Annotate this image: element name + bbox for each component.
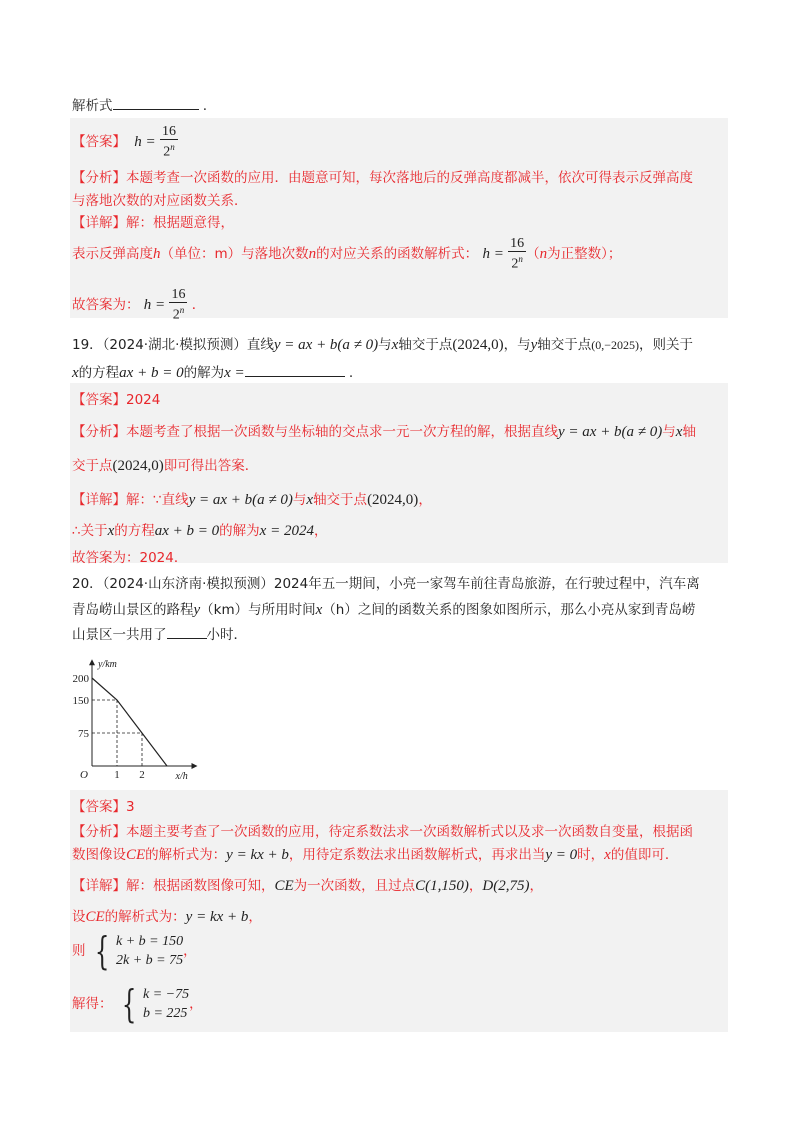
q18-tail-text: 解析式 [72, 98, 113, 114]
q18-detail-2: 表示反弹高度h（单位：m）与落地次数n的对应关系的函数解析式： h = $\frac{16}{2^n}$ （n为正整数）； [72, 236, 622, 272]
q20-stem-1: 20．（2024·山东济南·模拟预测）2024年五一期间，小亮一家驾车前往青岛旅游，在行驶过程中，汽车离 [72, 576, 700, 592]
origin-label: O [80, 769, 88, 781]
q18-answer: 【答案】 h = $\frac{16}{2^n}$ [72, 124, 176, 160]
q20-analysis-2: 数图像设CE的解析式为：y = kx + b，用待定系数法求出函数解析式，再求出当y = 0时，x的值即可． [72, 847, 679, 863]
x-axis-label: x/h [175, 771, 188, 782]
y-axis-arrow [89, 659, 95, 665]
distance-series-line [92, 678, 167, 766]
q20-answer: 【答案】3 [72, 799, 135, 815]
q19-detail-1: 【详解】解：∵直线y = ax + b(a ≠ 0)与x轴交于点(2024,0)， [72, 492, 432, 508]
y-tick-label: 200 [72, 673, 89, 685]
equation-system-2: { k = −75 b = 225 [121, 982, 190, 1026]
y-tick-label: 75 [78, 728, 89, 740]
q19-analysis-2: 交于点(2024,0)即可得出答案． [72, 458, 259, 474]
q19-blank [245, 375, 345, 377]
q18-tail: 解析式 . [72, 98, 208, 114]
y-tick-label: 150 [72, 695, 89, 707]
q18-blank [113, 108, 199, 110]
distance-time-graph [70, 645, 210, 785]
q18-analysis-1: 【分析】本题考查一次函数的应用．由题意可知，每次落地后的反弹高度都减半，依次可得表示反弹高度 [72, 170, 693, 186]
q19-answer: 【答案】2024 [72, 392, 161, 408]
q20-analysis-1: 【分析】本题主要考查了一次函数的应用，待定系数法求一次函数解析式以及求一次函数自变量，根据函 [72, 824, 693, 840]
q20-blank [167, 637, 207, 639]
q20-system-2: 解得： { k = −75 b = 225 ， [72, 982, 203, 1026]
x-axis-arrow [192, 763, 198, 769]
q20-system-1: 则 { k + b = 150 2k + b = 75 ， [72, 929, 197, 973]
q20-detail-1: 【详解】解：根据函数图像可知，CE为一次函数，且过点C(1,150)，D(2,75)， [72, 878, 543, 894]
q20-stem-2: 青岛崂山景区的路程y（km）与所用时间x（h）之间的函数关系的图象如图所示，那么小亮从家到青岛崂 [72, 602, 696, 618]
q19-stem-1: 19．（2024·湖北·模拟预测）直线y = ax + b(a ≠ 0)与x轴交于点(2024,0)，与y轴交于点(0,−2025)，则关于 [72, 337, 694, 353]
q18-final: 故答案为： h = $\frac{16}{2^n}$ ． [72, 287, 206, 323]
q18-analysis-2: 与落地次数的对应函数关系． [72, 193, 248, 209]
x-tick-label: 2 [139, 769, 145, 781]
q20-detail-2: 设CE的解析式为：y = kx + b， [72, 909, 262, 925]
q19-analysis-1: 【分析】本题考查了根据一次函数与坐标轴的交点求一元一次方程的解，根据直线y = ax + b(a ≠ 0)与x轴 [72, 424, 696, 440]
q19-stem-2: x的方程ax + b = 0的解为x = . [72, 365, 354, 381]
equation-system-1: { k + b = 150 2k + b = 75 [94, 929, 184, 973]
q18-detail-1: 【详解】解：根据题意得， [72, 215, 234, 231]
y-axis-label: y/km [98, 659, 117, 671]
q19-detail-2: ∴关于x的方程ax + b = 0的解为x = 2024， [72, 523, 328, 539]
x-tick-label: 1 [114, 769, 120, 781]
q19-final: 故答案为：2024． [72, 550, 188, 566]
q18-answer-fraction: $\frac{16}{2^n}$ [161, 124, 176, 160]
q20-stem-3: 山景区一共用了 小时． [72, 627, 247, 643]
